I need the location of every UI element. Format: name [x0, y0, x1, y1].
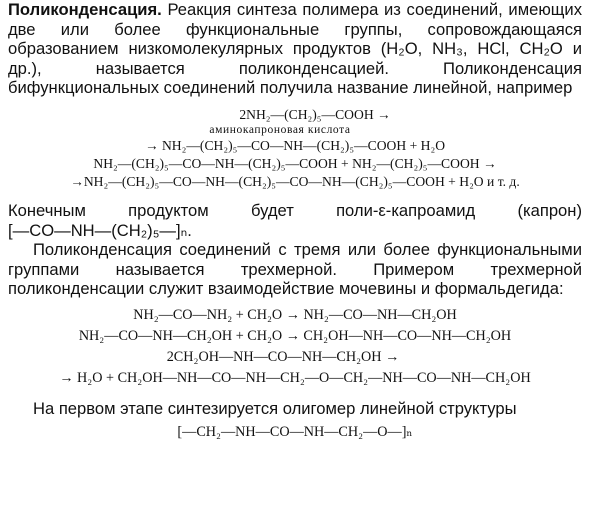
definition-text: Реакция синтеза полимера из соединений, имеющих две или более функциональные группы, сопровождающаяся образованием низкомолекулярных продуктов (H₂O, NH₃, HCl, CH₂O и др.), называется поликонденсацией. Поликонденсация бифункциональных соединений получила название линейной, например — [8, 0, 582, 98]
equation-line: NH₂—CO—NH—CH₂OH + CH₂O → CH₂OH—NH—CO—NH—CH₂OH — [78, 327, 512, 344]
equation-line: →NH₂—(CH₂)₅—CO—NH—(CH₂)₅—CO—NH—(CH₂)₅—COOH + H₂O и т. д. — [70, 173, 520, 189]
end-product-line — [8, 201, 582, 221]
equation-block-urea-formaldehyde — [8, 305, 582, 389]
equation-block-linear — [8, 106, 582, 191]
word: будет — [250, 200, 294, 220]
capron-formula: [—CO—NH—(CH₂)₅—]ₙ. — [8, 220, 192, 240]
word: поли-ε-капроамид — [336, 200, 476, 220]
equation-line: NH₂—(CH₂)₅—CO—NH—(CH₂)₅—COOH + NH₂—(CH₂)₅—COOH → — [93, 155, 497, 171]
paragraph-end-product — [8, 201, 582, 240]
term-heading: Поликонденсация. — [8, 0, 162, 19]
paragraph-three-dimensional: Поликонденсация соединений с тремя или более функциональными группами называется трехмерной. Примером трехмерной поликонденсации служит взаимодействие мочевины и формальдегида: — [8, 240, 582, 299]
word: продуктом — [128, 200, 209, 220]
oligomer-formula: [—CH₂—NH—CO—NH—CH₂—O—]ₙ — [177, 423, 413, 440]
equation-line: → H₂O + CH₂OH—NH—CO—NH—CH₂—O—CH₂—NH—CO—NH—CH₂OH — [59, 369, 531, 386]
word: (капрон) — [517, 200, 582, 220]
paragraph-first-stage: На первом этапе синтезируется олигомер линейной структуры — [33, 398, 517, 418]
equation-line: 2NH₂—(CH₂)₅—COOH → — [239, 106, 391, 122]
paragraph-polycondensation-definition — [8, 0, 582, 98]
equation-line: → NH₂—(CH₂)₅—CO—NH—(CH₂)₅—COOH + H₂O — [144, 137, 446, 153]
equation-line: 2CH₂OH—NH—CO—NH—CH₂OH → — [166, 348, 400, 365]
equation-line: NH₂—CO—NH₂ + CH₂O → NH₂—CO—NH—CH₂OH — [133, 306, 457, 323]
equation-caption: аминокапроновая кислота — [209, 123, 351, 136]
word: Конечным — [8, 200, 86, 220]
